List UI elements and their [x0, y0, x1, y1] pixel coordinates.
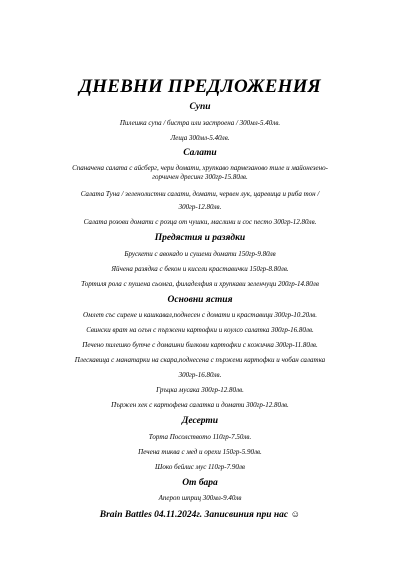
menu-item: Пилешка супа / бистра или застроена / 300мл-5.40лв.: [119, 119, 281, 127]
menu-item: Свински врат на огън с пържени картофки и коулсо салатка 300гр-16.80лв.: [86, 326, 314, 334]
menu-item: Пържен хек с картофена салатка и домати 300гр-12.80лв.: [111, 401, 289, 409]
menu-item: 300гр-16.80лв.: [178, 371, 222, 379]
menu-item: Брускети с авокадо и сушени домати 150гр-9.80лв: [124, 250, 276, 258]
menu-item: Торта Посолството 110гр-7.50лв.: [148, 433, 252, 441]
menu-item: Печена тиква с мед и орехи 150гр-5.90лв.: [138, 448, 262, 456]
menu-item: Салата Туна / зеленолистни салати, домати, червен лук, царевица и риба тон /: [80, 190, 320, 198]
event-announcement: Brain Battles 04.11.2024г. Записвиния при нас ☺: [99, 510, 301, 520]
menu-item: Леща 300мл-5.40лв.: [170, 134, 230, 142]
menu-item: Тортиля рола с пушена сьомга, филаделфия и хрупкави зеленчуци 200гр-14.80лв: [81, 280, 319, 288]
menu-item: Печено пилешко бутче с домашни билкови картофки с кожичка 300гр-11.80лв.: [82, 341, 318, 349]
menu-item: Плескавица с манатарки на скара,поднесена с пържени картофки и чобан салатка: [74, 356, 326, 364]
menu-item: Спаначена салата с айсберг, чери домати, хрупкаво пармезаново тиле и майонезено-: [72, 164, 328, 172]
menu-item: Апероп шприц 300мл-9.40лв: [158, 494, 242, 502]
menu-item: Яйчена разядка с бекон и кисели краставички 150гр-8.80лв.: [111, 265, 289, 273]
menu-item: 300гр-12.80лв.: [178, 203, 222, 211]
section-heading-mains: Основни ястия: [167, 295, 233, 305]
section-heading-soups: Супи: [189, 102, 211, 112]
section-heading-bar: От бара: [182, 478, 218, 488]
menu-item: Шоко бейлис мус 110гр-7.90лв: [155, 463, 245, 471]
page-title: ДНЕВНИ ПРЕДЛОЖЕНИЯ: [79, 76, 321, 97]
menu-item: горчичен дресинг 300гр-15.80лв.: [152, 173, 248, 181]
menu-item: Салата розови домати с розца от чушки, маслини и сос песто 300гр-12.80лв.: [83, 218, 317, 226]
menu-item: Омлет със сирене и кашкавал,поднесен с домати и краставици 300гр-10.20лв.: [82, 311, 318, 319]
menu-item: Гръцка мусака 300гр-12.80лв.: [156, 386, 244, 394]
section-heading-starters: Предястия и разядки: [154, 233, 246, 243]
section-heading-salads: Салати: [183, 148, 217, 158]
section-heading-desserts: Десерти: [181, 416, 219, 426]
